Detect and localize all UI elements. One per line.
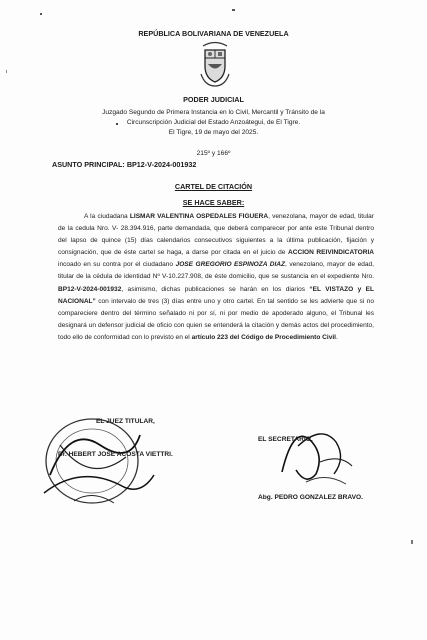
cartel-title: CARTEL DE CITACIÓN — [174, 182, 253, 191]
newspapers: “EL VISTAZO y EL NACIONAL” — [58, 285, 374, 305]
citation-paragraph: A la ciudadana LISMAR VALENTINA OSPEDALES FIGUERA, venezolana, mayor de edad, titular de la cedula Nro. V- 28.394.916, parte demandada, que deberá comparecer por ante este Tribunal dentro del lapso de quince (15) días calendarios consecutivos siguientes a la última publicación, fijación y consignación, que de éste cartel se haga, a darse por citada en el juicio de ACCION REIVINDICATORIA incoado en su contra por el ciudadano JOSE GREGORIO ESPINOZA DIAZ, venezolano, mayor de edad, titular de la cédula de identidad Nº V-10.227.908, de éste domicilio, que se sustancia en el expediente Nro. BP12-V-2024-001932, asimismo, dichas publicaciones se harán en los diarios “EL VISTAZO y EL NACIONAL” con intervalo de tres (3) días entre uno y otro cartel. En tal sentido se les advierte que si no compareciere dentro del término señalado ni por sí, ni por medio de apoderado alguno, el Tribunal les designará un defensor judicial de oficio con quien se entenderá la citación y demás actos del procedimiento, todo ello de conformidad con lo previsto en el artículo 223 del Código de Procedimiento Civil. — [58, 213, 375, 341]
case-label: ASUNTO PRINCIPAL: — [52, 160, 125, 169]
judge-title: EL JUEZ TITULAR, — [96, 418, 155, 425]
plaintiff-name: JOSE GREGORIO ESPINOZA DIAZ — [175, 261, 286, 269]
citation-body — [58, 211, 374, 344]
case-number: BP12-V-2024-001932 — [126, 160, 197, 169]
judicial-power-heading: PODER JUDICIAL — [183, 95, 244, 104]
place-date: El Tigre, 19 de mayo del 2025. — [168, 129, 259, 136]
country-heading: REPÚBLICA BOLIVARIANA DE VENEZUELA — [138, 29, 289, 38]
se-hace-saber-title: SE HACE SABER: — [182, 198, 245, 207]
years-line: 215º y 166º — [196, 150, 231, 157]
legal-article: artículo 223 del Código de Procedimiento Civil — [191, 333, 337, 341]
secretary-signature-icon — [276, 412, 358, 490]
secretary-title: EL SECRETARIO, — [258, 436, 313, 443]
defendant-name: LISMAR VALENTINA OSPEDALES FIGUERA — [129, 213, 269, 220]
court-line-1: Juzgado Segundo de Primera Instancia en lo Civil, Mercantil y Tránsito de la — [102, 109, 325, 116]
case-number-line — [52, 160, 196, 169]
secretary-name: Abg. PEDRO GONZALEZ BRAVO. — [258, 494, 364, 501]
coat-of-arms-icon — [199, 40, 231, 88]
judge-name: Dr. HEBERT JOSE ACOSTA VIETTRI. — [58, 451, 173, 458]
action-name: ACCION REIVINDICATORIA — [288, 249, 375, 257]
case-reference: BP12-V-2024-001932 — [58, 285, 122, 293]
court-line-2: Circunscripción Judicial del Estado Anzoátegui, de El Tigre. — [126, 119, 301, 126]
